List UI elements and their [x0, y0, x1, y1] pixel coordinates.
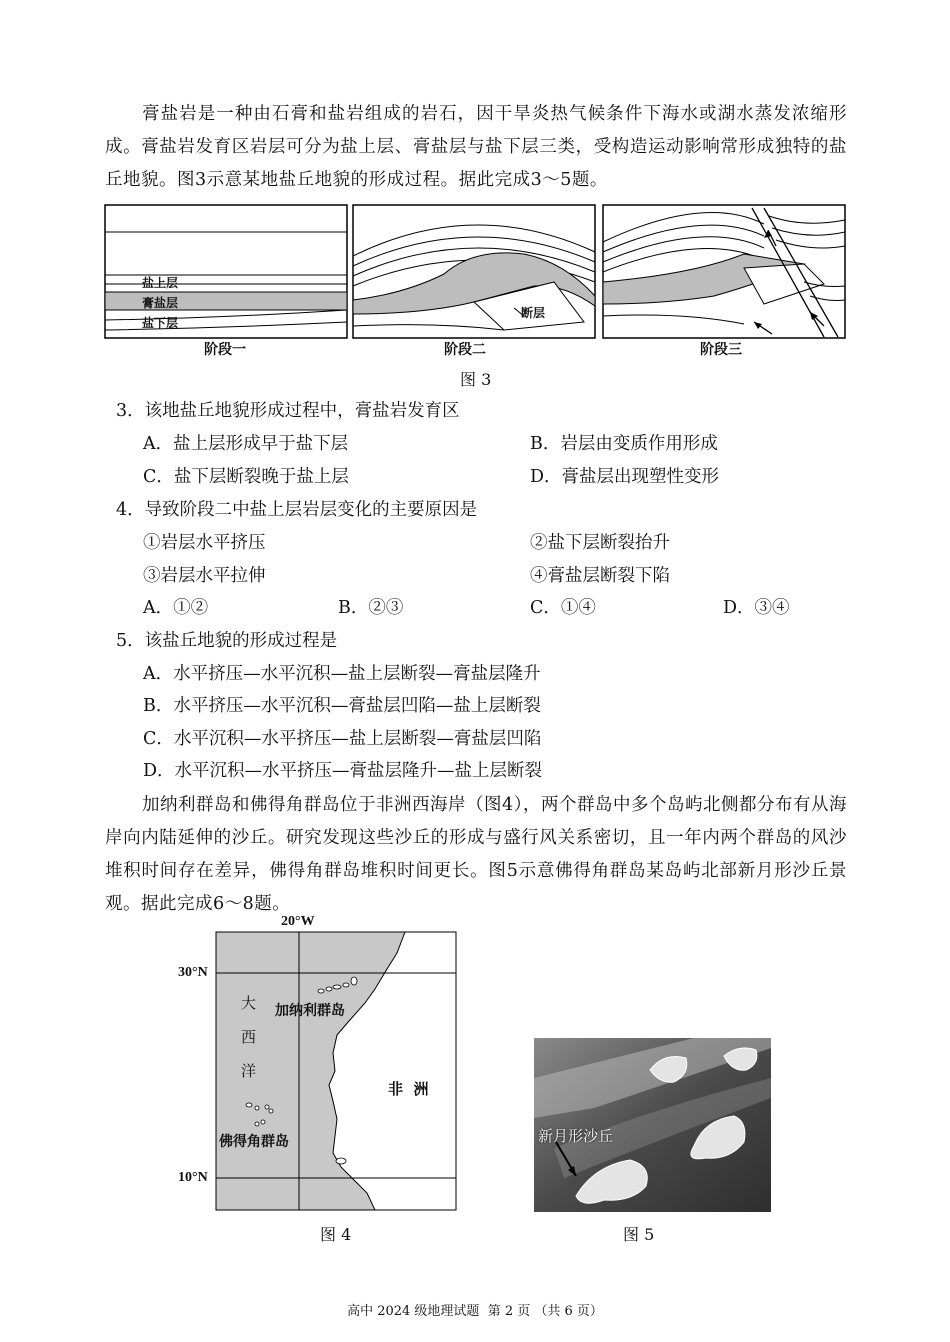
q4-option-b: B．②③: [338, 598, 404, 618]
q4-item-4: ④膏盐层断裂下陷: [530, 566, 670, 586]
page-footer: 高中 2024 级地理试题 第 2 页 （共 6 页）: [347, 1304, 603, 1319]
crescent-dune-label: 新月形沙丘: [538, 1127, 614, 1145]
figure-4-caption: 图 4: [320, 1225, 352, 1244]
q4-item-3: ③岩层水平拉伸: [143, 566, 266, 586]
ocean-label-3: 洋: [241, 1062, 257, 1080]
q5-option-a: A．水平挤压—水平沉积—盐上层断裂—膏盐层隆升: [143, 664, 541, 684]
latitude-10-label: 10°N: [178, 1170, 208, 1185]
q5-stem: 5．该盐丘地貌的形成过程是: [116, 631, 338, 651]
africa-label: 非 洲: [388, 1080, 429, 1098]
q4-option-d: D．③④: [723, 598, 790, 618]
q5-option-c: C．水平沉积—水平挤压—盐上层断裂—膏盐层凹陷: [143, 729, 542, 749]
layer-label-upper: 盐上层: [142, 276, 179, 290]
q4-stem: 4．导致阶段二中盐上层岩层变化的主要原因是: [116, 500, 478, 520]
stage-1-label: 阶段一: [204, 342, 246, 358]
cape-verde-label: 佛得角群岛: [219, 1134, 289, 1150]
q5-option-d: D．水平沉积—水平挤压—膏盐层隆升—盐上层断裂: [143, 761, 543, 781]
q4-option-a: A．①②: [143, 598, 209, 618]
ocean-label-2: 西: [241, 1028, 257, 1046]
canary-islands-label: 加纳利群岛: [275, 1003, 345, 1019]
q4-item-2: ②盐下层断裂抬升: [530, 533, 670, 553]
q3-option-b: B．岩层由变质作用形成: [530, 434, 718, 454]
layer-label-gypsum: 膏盐层: [142, 296, 179, 310]
ocean-label-1: 大: [241, 994, 257, 1012]
longitude-label: 20°W: [281, 914, 315, 929]
stage-3-label: 阶段三: [700, 342, 742, 358]
figure-3-caption: 图 3: [460, 370, 492, 389]
q3-option-a: A．盐上层形成早于盐下层: [143, 434, 349, 454]
q3-option-c: C．盐下层断裂晚于盐上层: [143, 467, 349, 487]
stage-2-label: 阶段二: [444, 342, 486, 358]
q5-option-b: B．水平挤压—水平沉积—膏盐层凹陷—盐上层断裂: [143, 696, 541, 716]
stage-2-panel: [353, 205, 595, 338]
q3-stem: 3．该地盐丘地貌形成过程中，膏盐岩发育区: [116, 401, 460, 421]
intro-paragraph-2: 加纳利群岛和佛得角群岛位于非洲西海岸（图4），两个群岛中多个岛屿北侧都分布有从海岸向内陆延伸的沙丘。研究发现这些沙丘的形成与盛行风关系密切，且一年内两个群岛的风沙堆积时间存在差异，佛得角群岛堆积时间更长。图5示意佛得角群岛某岛屿北部新月形沙丘景观。据此完成6～8题。: [105, 795, 847, 914]
intro-paragraph-1: 膏盐岩是一种由石膏和盐岩组成的岩石，因干旱炎热气候条件下海水或湖水蒸发浓缩形成。膏盐岩发育区岩层可分为盐上层、膏盐层与盐下层三类，受构造运动影响常形成独特的盐丘地貌。图3示意某地盐丘地貌的形成过程。据此完成3～5题。: [105, 104, 847, 190]
stage-3-panel: [603, 205, 845, 338]
q3-option-d: D．膏盐层出现塑性变形: [530, 467, 720, 487]
fault-label: 断层: [521, 306, 546, 320]
figure-5-caption: 图 5: [623, 1225, 655, 1244]
q4-item-1: ①岩层水平挤压: [143, 533, 266, 553]
q4-option-c: C．①④: [530, 598, 596, 618]
layer-label-lower: 盐下层: [142, 316, 179, 330]
latitude-30-label: 30°N: [178, 965, 208, 980]
